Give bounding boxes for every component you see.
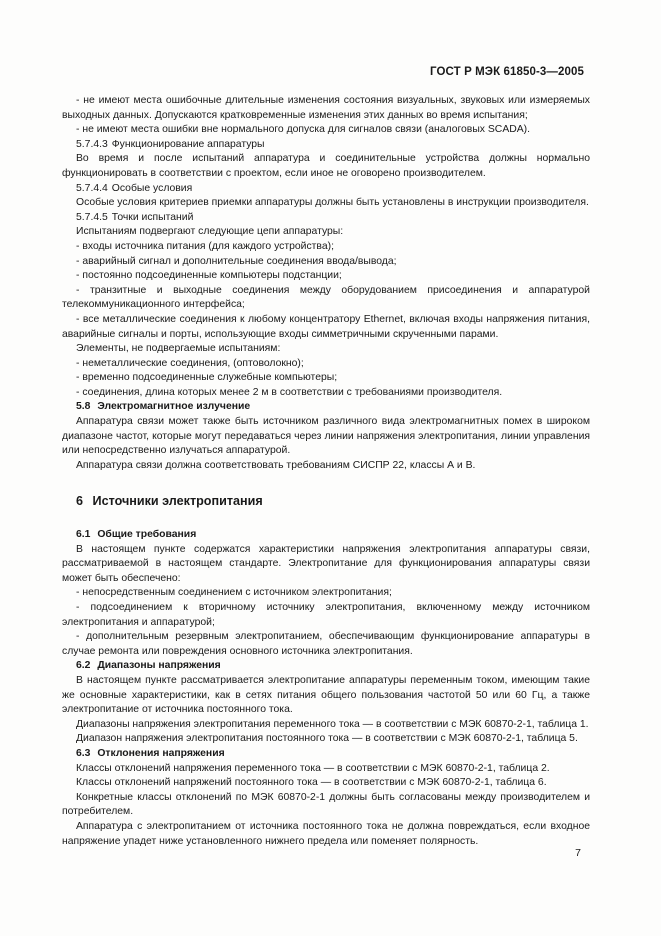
paragraph: Аппаратура с электропитанием от источника постоянного тока не должна повреждаться, если входное напряжение упадет ниже установленного нижнего предела или поменяет полярность. [62, 820, 590, 847]
list-item: - дополнительным резервным электропитанием, обеспечивающим функционирование аппаратуры в случае ремонта или повреждения основного источника электропитания. [62, 631, 590, 657]
paragraph: Во время и после испытаний аппаратура и соединительные устройства должны нормально функционировать в соответствии с проектом, если иное не оговорено производителем. [62, 153, 590, 179]
clause-number: 5.7.4.4 [76, 182, 108, 194]
page-number: 7 [575, 847, 581, 859]
paragraph: Классы отклонений напряжений постоянного тока — в соответствии с МЭК 60870-2-1, таблица 6. [76, 777, 547, 789]
clause-heading-6-2 [62, 659, 590, 674]
list-item: - постоянно подсоединенные компьютеры подстанции; [76, 270, 342, 282]
paragraph: В настоящем пункте рассматривается электропитание аппаратуры переменным током, имеющим такие же основные характеристики, как в сетях питания общего пользования частотой 50 или 60 Гц, а также электропитание от источника постоянного тока. [62, 674, 590, 716]
list-item: - транзитные и выходные соединения между оборудованием присоединения и аппаратурой телекоммуникационного интерфейса; [62, 284, 590, 311]
paragraph: Классы отклонений напряжения переменного тока — в соответствии с МЭК 60870-2-1, таблица 2. [76, 762, 550, 774]
clause-heading-5-7-4-5 [62, 211, 590, 226]
clause-number: 6.1 [76, 529, 91, 541]
section-number: 6 [76, 494, 84, 509]
paragraph: Элементы, не подвергаемые испытаниям: [76, 343, 281, 355]
page-body [62, 94, 590, 849]
clause-number: 6.2 [76, 660, 91, 672]
paragraph: Диапазон напряжения электропитания постоянного тока — в соответствии с МЭК 60870-2-1, таблица 5. [76, 733, 578, 745]
standard-designation: ГОСТ Р МЭК 61850-3—2005 [430, 66, 584, 78]
list-item: - аварийный сигнал и дополнительные соединения ввода/вывода; [76, 255, 397, 267]
list-item: - соединения, длина которых менее 2 м в соответствии с требованиями производителя. [76, 386, 503, 398]
paragraph: - не имеют места ошибочные длительные изменения состояния визуальных, звуковых или измеряемых выходных данных. Допускаются кратковременные изменения этих данных во время испытания; [62, 95, 590, 121]
clause-heading-5-7-4-4 [62, 182, 590, 197]
paragraph: Особые условия критериев приемки аппаратуры должны быть установлены в инструкции производителя. [76, 197, 589, 209]
paragraph: Испытаниям подвергают следующие цепи аппаратуры: [76, 226, 344, 238]
clause-title: Особые условия [111, 182, 193, 194]
clause-heading-6-3 [62, 747, 590, 762]
paragraph: Диапазоны напряжения электропитания переменного тока — в соответствии с МЭК 60870-2-1, таблица 1. [76, 718, 589, 730]
list-item: - все металлические соединения к любому концентратору Ethernet, включая входы напряжения питания, аварийные сигналы и порты, использующие входы симметричными скрученными парами. [62, 313, 590, 340]
clause-number: 5.7.4.5 [76, 211, 108, 223]
clause-title: Электромагнитное излучение [97, 401, 251, 413]
clause-heading-5-7-4-3 [62, 138, 590, 153]
list-item: - временно подсоединенные служебные компьютеры; [76, 372, 338, 384]
section-title: Источники электропитания [92, 494, 263, 509]
paragraph: Конкретные классы отклонений по МЭК 60870-2-1 должны быть согласованы между производителем и потребителем. [62, 791, 590, 818]
clause-title: Отклонения напряжения [97, 747, 225, 759]
clause-title: Диапазоны напряжения [97, 660, 221, 672]
clause-heading-6-1 [62, 528, 590, 543]
clause-title: Общие требования [97, 529, 197, 541]
list-item: - подсоединением к вторичному источнику электропитания, включенному между источником электропитания и аппаратурой; [62, 602, 590, 628]
list-item: - неметаллические соединения, (оптоволокно); [76, 357, 304, 369]
paragraph: Аппаратура связи может также быть источником различного вида электромагнитных помех в широком диапазоне частот, которые могут передаваться через линии напряжения электропитания, линии управления или непосредственно излучаться аппаратурой. [62, 416, 590, 457]
paragraph: Аппаратура связи должна соответствовать требованиям СИСПР 22, классы А и В. [76, 459, 476, 471]
paragraph: В настоящем пункте содержатся характеристики напряжения электропитания аппаратуры связи, рассматриваемой в настоящем стандарте. Электропитание для функционирования аппаратуры связи может быть обеспечено: [62, 543, 590, 584]
list-item: - непосредственным соединением с источником электропитания; [76, 587, 392, 599]
clause-number: 5.8 [76, 401, 91, 413]
clause-number: 5.7.4.3 [76, 138, 108, 150]
clause-heading-5-8 [62, 400, 590, 415]
clause-title: Функционирование аппаратуры [111, 138, 265, 150]
list-item: - входы источника питания (для каждого устройства); [76, 240, 334, 252]
paragraph: - не имеют места ошибки вне нормального допуска для сигналов связи (аналоговых SCADA). [76, 124, 531, 136]
clause-title: Точки испытаний [111, 211, 194, 223]
clause-number: 6.3 [76, 747, 91, 759]
section-heading-6 [76, 494, 590, 509]
